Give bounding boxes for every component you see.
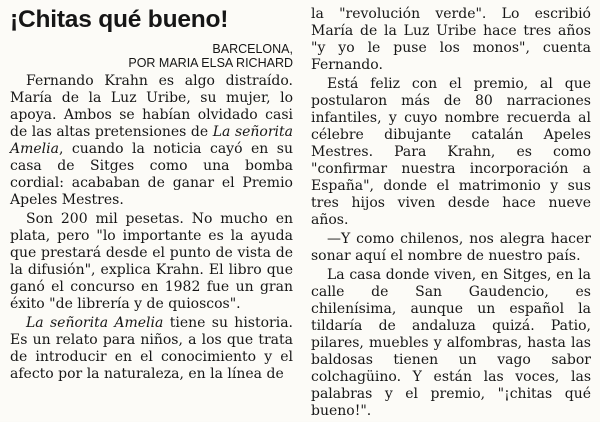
article-author: POR MARIA ELSA RICHARD [128, 56, 293, 70]
paragraph-text: Fernando Krahn es algo distraído. María de la Luz Uribe, su mujer, lo apoya. Ambos se habían olvidado casi de las altas pretensiones de [10, 73, 293, 140]
article-paragraph [10, 315, 293, 383]
article-paragraph [10, 73, 293, 209]
paragraph-text: Está feliz con el premio, al que postularon más de 80 narraciones infantiles, y cuyo nombre recuerda al célebre dibujante catalán Apeles Mestres. Para Krahn, es como "confirmar nuestra incorporación a España", donde el matrimonio y sus tres hijos viven desde hace nueve años. [311, 76, 591, 228]
paragraph-text: tiene su historia. Es un relato para niños, a los que trata de introducir en el conocimiento y el afecto por la naturaleza, en la línea de [10, 315, 293, 382]
article-paragraph [311, 6, 591, 74]
article-paragraph [10, 211, 293, 313]
article-column-left [10, 6, 293, 385]
paragraph-text: La casa donde viven, en Sitges, en la calle de San Gaudencio, es chilenísima, aunque un español la tildaría de andaluza quizá. Patio, pilares, muebles y alfombras, hasta las baldosas tienen un vago sabor colchagüino. Y están las voces, las palabras y el premio, "¡chitas qué bueno!". [311, 267, 591, 419]
quote-text: —Y como chilenos, nos alegra hacer sonar aquí el nombre de nuestro país. [311, 231, 591, 264]
article-column-right [311, 6, 591, 422]
book-title: La señorita Amelia [10, 124, 293, 157]
article-paragraph [311, 231, 591, 265]
article-byline [10, 42, 293, 70]
article-paragraph [311, 267, 591, 420]
paragraph-text: Son 200 mil pesetas. No mucho en plata, pero "lo importante es la ayuda que prestará desde el punto de vista de la difusión", explica Krahn. El libro que ganó el concurso en 1982 fue un gran éxito "de librería y de quioscos". [10, 211, 293, 312]
paragraph-text: , cuando la noticia cayó en su casa de Sitges como una bomba cordial: acababan de ganar el Premio Apeles Mestres. [10, 141, 293, 208]
paragraph-text: la "revolución verde". Lo escribió María de la Luz Uribe hace tres años "y yo le puse los monos", cuenta Fernando. [311, 6, 591, 73]
article-headline: ¡Chitas qué bueno! [10, 6, 229, 33]
article-dateline: BARCELONA, [212, 42, 293, 56]
book-title: La señorita Amelia [26, 315, 164, 331]
article-paragraph [311, 76, 591, 229]
